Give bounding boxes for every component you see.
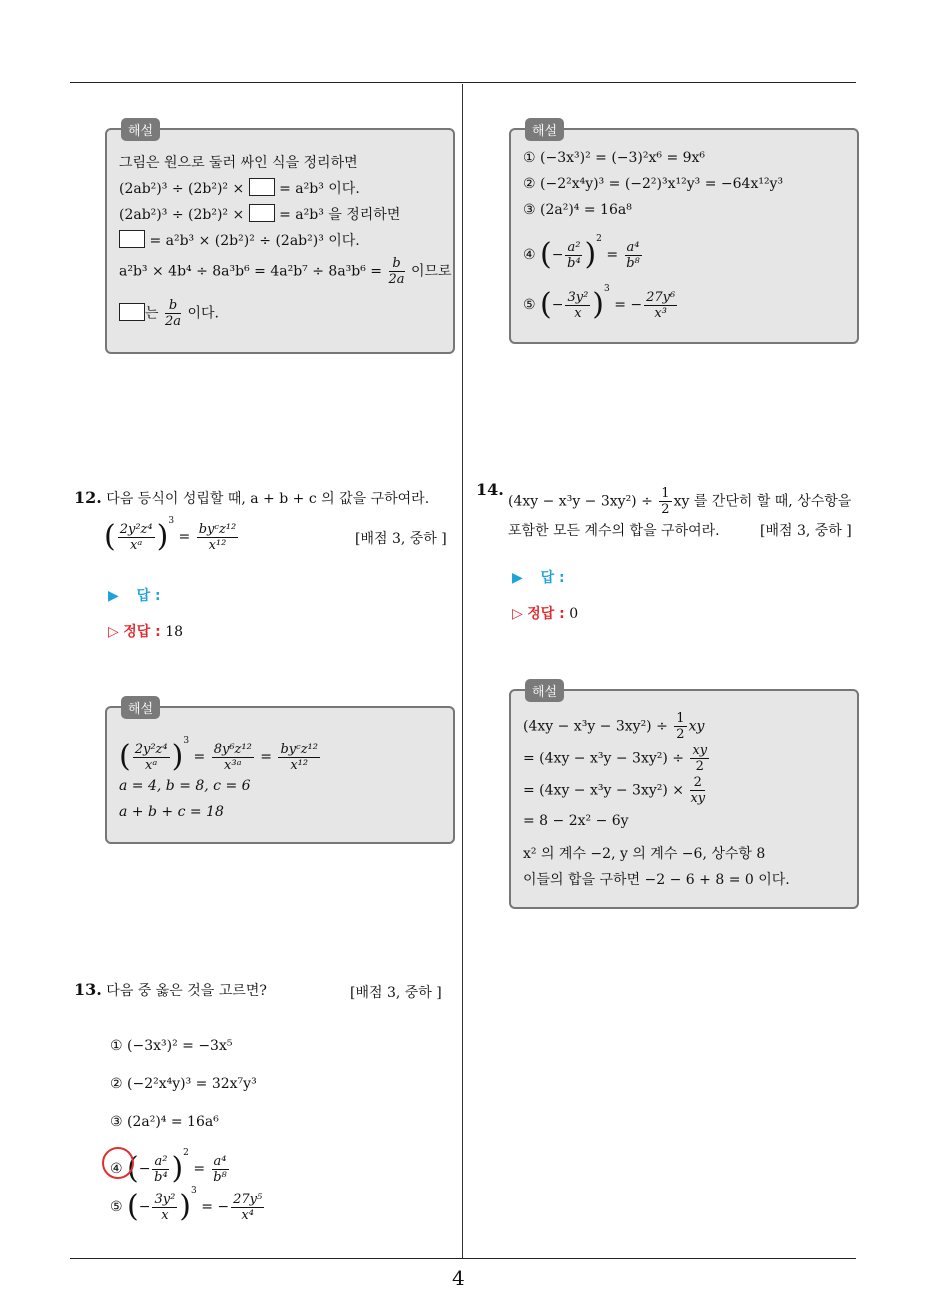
solution-line: = 8 − 2x² − 6y — [523, 813, 629, 829]
option-1[interactable]: ① (−3x³)² = −3x⁵ — [110, 1038, 233, 1054]
solution-line: = (4xy − x³y − 3xy²) × $\frac{2}{xy}$ — [523, 775, 706, 806]
question-14: (4xy − x³y − 3xy²) ÷ $\frac{1}{2}$ xy 를 간단히 할 때, 상수항을 — [508, 486, 852, 517]
question-14-meta: [배점 3, 중하 ] — [760, 523, 852, 539]
correct-answer-12: ▷ 정답 : 18 — [108, 624, 184, 640]
solution-tag: 해설 — [121, 696, 160, 719]
option-2[interactable]: ② (−2²x⁴y)³ = 32x⁷y³ — [110, 1076, 257, 1092]
question-13-meta: [배점 3, 중하 ] — [350, 985, 442, 1001]
solution-line: a + b + c = 18 — [119, 804, 224, 820]
solution-tag: 해설 — [525, 679, 564, 702]
solution-box-13 — [509, 124, 859, 344]
answer-field-12[interactable]: ▶ 답 : — [108, 588, 161, 604]
page-number: 4 — [452, 1266, 465, 1290]
option-3[interactable]: ③ (2a²)⁴ = 16a⁶ — [110, 1114, 219, 1130]
option-5[interactable]: ⑤ (− $\frac{\text{3y²}}{x}$ )$^3$ = − $\frac{\text{27y⁵}}{\text{x⁴}}$ — [110, 1186, 263, 1224]
question-14-line2: 포함한 모든 계수의 합을 구하여라. — [508, 523, 720, 539]
blank-box — [119, 303, 145, 321]
solution-tag: 해설 — [525, 118, 564, 141]
question-12: 12. 다음 등식이 성립할 때, a + b + c 의 값을 구하여라. — [74, 488, 430, 507]
solution-line: (2ab²)³ ÷ (2b²)² × = a²b³ 이다. — [119, 178, 360, 198]
solution-box-11 — [105, 124, 455, 354]
solution-line: (2ab²)³ ÷ (2b²)² × = a²b³ 을 정리하면 — [119, 204, 400, 224]
question-12-equation: ( $\frac{\text{2y²z⁴}}{\text{xᵃ}}$ )$^3$ = $\frac{\text{byᶜz¹²}}{\text{x¹²}}$ — [104, 516, 237, 554]
solution-line: = (4xy − x³y − 3xy²) ÷ $\frac{xy}{2}$ — [523, 743, 708, 774]
solution-line: = a²b³ × (2b²)² ÷ (2ab²)³ 이다. — [119, 230, 360, 250]
solution-line: a²b³ × 4b⁴ ÷ 8a³b⁶ = 4a²b⁷ ÷ 8a³b⁶ = $\frac{b}{2a}$ 이므로 — [119, 256, 452, 287]
solution-line: 그림은 원으로 둘러 싸인 식을 정리하면 — [119, 155, 358, 171]
answer-field-14[interactable]: ▶ 답 : — [512, 570, 565, 586]
solution-line: 는 $\frac{b}{2a}$ 이다. — [119, 298, 219, 329]
solution-line: ( $\frac{\text{2y²z⁴}}{\text{xᵃ}}$ )$^3$ = $\frac{\text{8y⁶z¹²}}{\text{x³ᵃ}}$ = $\frac{\text{byᶜz¹²}}{\text{x¹²}}$ — [119, 736, 318, 774]
solution-box-14 — [509, 685, 859, 909]
question-13: 13. 다음 중 옳은 것을 고르면? — [74, 980, 267, 999]
solution-line: ⑤ (− $\frac{\text{3y²}}{x}$ )$^3$ = − $\frac{\text{27y⁶}}{\text{x³}}$ — [523, 284, 676, 322]
blank-box — [249, 178, 275, 196]
correct-answer-14: ▷ 정답 : 0 — [512, 606, 579, 622]
solution-line: ③ (2a²)⁴ = 16a⁸ — [523, 202, 632, 218]
solution-line: ④ (− $\frac{\text{a²}}{\text{b⁴}}$ )$^2$ = $\frac{\text{a⁴}}{\text{b⁸}}$ — [523, 234, 640, 272]
column-divider — [462, 84, 463, 1258]
top-rule — [70, 82, 856, 83]
solution-line: a = 4, b = 8, c = 6 — [119, 778, 251, 794]
blank-box — [119, 230, 145, 248]
solution-line: ① (−3x³)² = (−3)²x⁶ = 9x⁶ — [523, 150, 706, 166]
solution-line: 이들의 합을 구하면 −2 − 6 + 8 = 0 이다. — [523, 872, 790, 888]
question-12-meta: [배점 3, 중하 ] — [355, 531, 447, 547]
selected-answer-circle — [102, 1147, 134, 1179]
option-4[interactable]: ④ (− $\frac{\text{a²}}{\text{b⁴}}$ )$^2$ = $\frac{\text{a⁴}}{\text{b⁸}}$ — [110, 1148, 227, 1186]
bottom-rule — [70, 1258, 856, 1259]
solution-tag: 해설 — [121, 118, 160, 141]
question-14-number: 14. — [476, 480, 504, 499]
solution-line: (4xy − x³y − 3xy²) ÷ $\frac{1}{2}$ xy — [523, 711, 705, 742]
blank-box — [249, 204, 275, 222]
solution-line: ② (−2²x⁴y)³ = (−2²)³x¹²y³ = −64x¹²y³ — [523, 176, 784, 192]
solution-box-12 — [105, 702, 455, 844]
solution-line: x² 의 계수 −2, y 의 계수 −6, 상수항 8 — [523, 846, 766, 862]
